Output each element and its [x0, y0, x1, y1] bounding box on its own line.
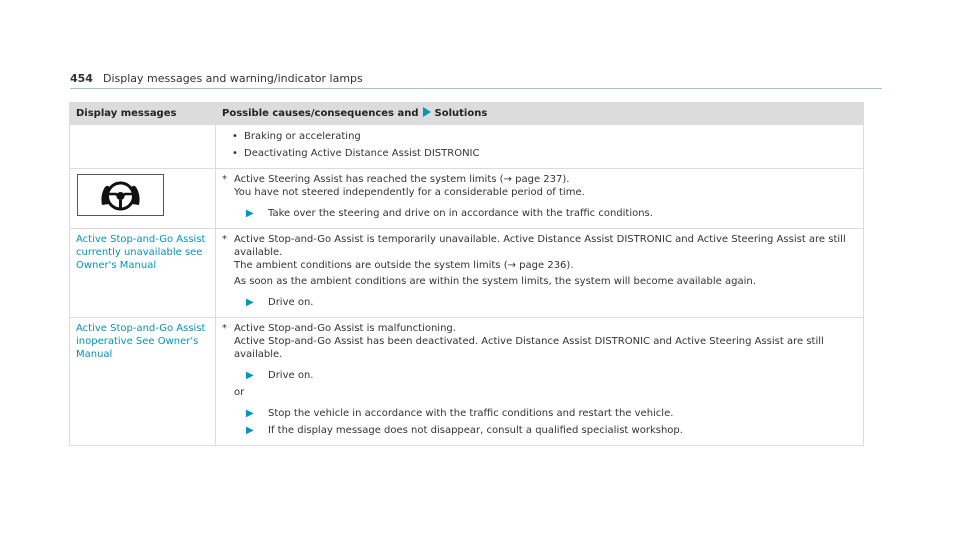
action-arrow-icon: ▶: [246, 425, 254, 436]
cause-line: [222, 322, 857, 335]
bullet-icon: •: [232, 131, 238, 142]
solution-text: If the display message does not disappear, consult a qualified specialist workshop.: [268, 425, 683, 436]
consequence-text: You have not steered independently for a considerable period of time.: [234, 187, 585, 198]
action-arrow-icon: ▶: [246, 297, 254, 308]
consequence-text: The ambient conditions are outside the system limits (→ page 236).: [234, 260, 574, 271]
asterisk: *: [222, 323, 227, 334]
bullet-text: Braking or accelerating: [244, 131, 361, 142]
table-header-row: [70, 103, 864, 125]
table-row: [70, 125, 864, 169]
asterisk: *: [222, 174, 227, 185]
page-ref-arrow-icon: →: [507, 260, 516, 271]
display-message-text: Active Stop-and-Go Assist inoperative See Owner's Manual: [76, 323, 206, 360]
consequence-text: As soon as the ambient conditions are within the system limits, the system will become available again.: [234, 276, 756, 287]
solution-step: [246, 369, 857, 382]
cause-line: [222, 173, 857, 186]
list-item: [232, 147, 857, 160]
solution-text: Drive on.: [268, 297, 314, 308]
steering-wheel-hands-icon: [77, 174, 164, 216]
table-row: [70, 169, 864, 229]
solution-step: [246, 207, 857, 220]
solution-text: Take over the steering and drive on in accordance with the traffic conditions.: [268, 208, 653, 219]
causes-cell: [216, 229, 864, 318]
action-arrow-icon: ▶: [246, 208, 254, 219]
consequence-text: Active Stop-and-Go Assist has been deactivated. Active Distance Assist DISTRONIC and Active Steering Assist are still available.: [234, 336, 824, 360]
cause-text: Active Stop-and-Go Assist is temporarily unavailable. Active Distance Assist DISTRONIC and Active Steering Assist are still available.: [234, 234, 846, 258]
col-causes-label: Possible causes/consequences and: [222, 108, 419, 119]
message-cell-empty: [70, 125, 216, 169]
display-messages-table: [69, 102, 864, 446]
page-header: [70, 72, 882, 89]
table-row: [70, 229, 864, 318]
message-cell-icon: [70, 169, 216, 229]
asterisk: *: [222, 234, 227, 245]
message-cell: [70, 318, 216, 446]
col-display-messages: Display messages: [70, 103, 216, 125]
cause-text: Active Steering Assist has reached the system limits (→ page 237).: [234, 174, 570, 185]
action-arrow-icon: ▶: [246, 370, 254, 381]
page-title: Display messages and warning/indicator lamps: [102, 72, 363, 85]
causes-cell: [216, 318, 864, 446]
page-ref-arrow-icon: →: [503, 174, 512, 185]
solution-step: [246, 424, 857, 437]
causes-cell: [216, 125, 864, 169]
bullet-text: Deactivating Active Distance Assist DISTRONIC: [244, 148, 480, 159]
page-number: 454: [70, 72, 93, 85]
cause-text: Active Stop-and-Go Assist is malfunctioning.: [234, 323, 456, 334]
solution-step: [246, 407, 857, 420]
message-cell: [70, 229, 216, 318]
or-text: or: [234, 387, 245, 398]
cause-line: [222, 233, 857, 259]
solution-step: [246, 296, 857, 309]
display-message-text: Active Stop-and-Go Assist currently unavailable see Owner's Manual: [76, 234, 206, 271]
table-row: [70, 318, 864, 446]
bullet-icon: •: [232, 148, 238, 159]
solution-text: Drive on.: [268, 370, 314, 381]
causes-cell: [216, 169, 864, 229]
solution-text: Stop the vehicle in accordance with the traffic conditions and restart the vehicle.: [268, 408, 674, 419]
col-causes-solutions: [216, 103, 864, 125]
play-arrow-icon: [423, 107, 431, 117]
action-arrow-icon: ▶: [246, 408, 254, 419]
col-solutions-label: Solutions: [434, 108, 488, 119]
list-item: [232, 130, 857, 143]
